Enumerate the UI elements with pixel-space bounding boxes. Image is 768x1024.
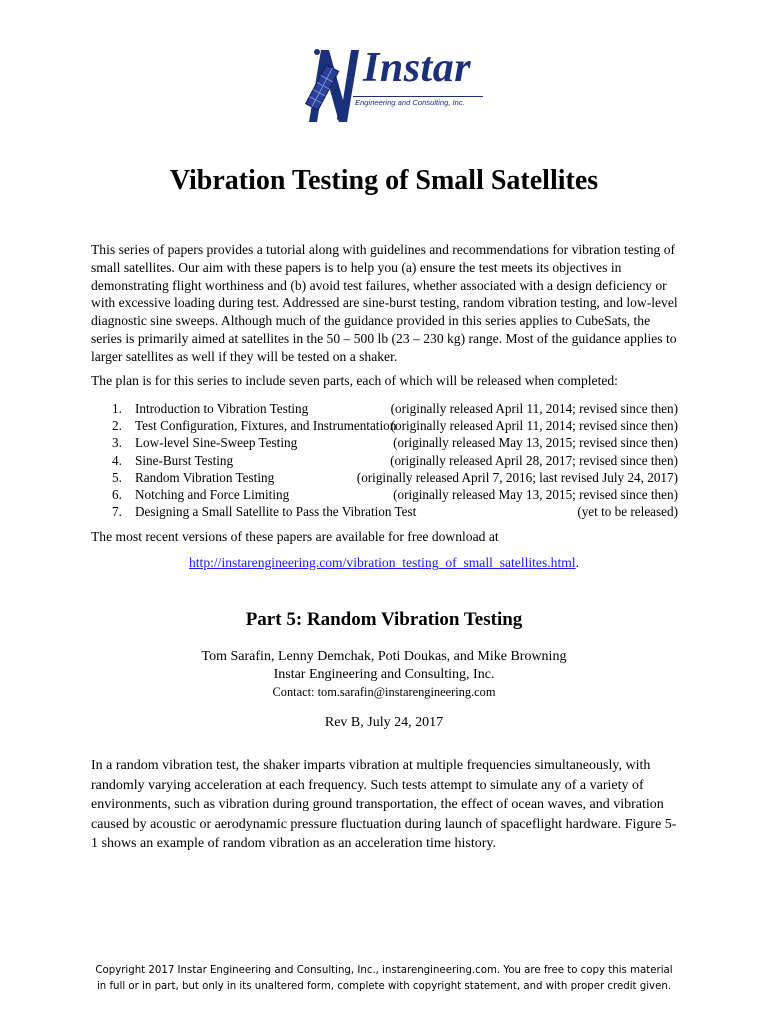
part-number: 7. bbox=[112, 504, 122, 520]
part-number: 5. bbox=[112, 469, 122, 485]
parts-list bbox=[112, 400, 678, 520]
footer-line-2: in full or in part, but only in its unaltered form, complete with copyright statement, and with proper credit given. bbox=[96, 981, 672, 992]
revision-date: Rev B, July 24, 2017 bbox=[324, 715, 444, 730]
plan-paragraph: The plan is for this series to include seven parts, each of which will be released when completed: bbox=[91, 373, 618, 388]
part-name: Random Vibration Testing bbox=[135, 469, 275, 485]
part-name: Introduction to Vibration Testing bbox=[135, 401, 309, 416]
part-number: 3. bbox=[112, 435, 122, 451]
part-name: Notching and Force Limiting bbox=[135, 486, 290, 502]
list-item bbox=[112, 503, 678, 520]
list-item bbox=[112, 452, 678, 469]
part-status: (originally released April 11, 2014; revised since then) bbox=[390, 418, 678, 434]
part-status: (originally released May 13, 2015; revised since then) bbox=[393, 486, 678, 502]
logo-wordmark: Instar bbox=[363, 45, 472, 91]
part-name: Sine-Burst Testing bbox=[135, 452, 234, 468]
part-name: Test Configuration, Fixtures, and Instrumentation bbox=[135, 418, 397, 434]
part-name: Low-level Sine-Sweep Testing bbox=[135, 435, 298, 451]
part-number: 2. bbox=[112, 418, 122, 434]
logo-rule bbox=[353, 96, 483, 97]
part-number: 6. bbox=[112, 486, 122, 502]
download-link[interactable]: http://instarengineering.com/vibration_testing_of_small_satellites.html bbox=[188, 555, 576, 570]
document-title: Vibration Testing of Small Satellites bbox=[169, 165, 599, 196]
download-link-line bbox=[0, 555, 768, 571]
part-number: 4. bbox=[112, 452, 122, 468]
instar-logo bbox=[295, 40, 485, 126]
organization: Instar Engineering and Consulting, Inc. bbox=[273, 667, 495, 682]
part-number: 1. bbox=[112, 401, 122, 416]
part-status: (yet to be released) bbox=[577, 504, 678, 520]
copyright-footer bbox=[86, 963, 682, 995]
list-item bbox=[112, 434, 678, 451]
list-item bbox=[112, 486, 678, 503]
part-status: (originally released April 11, 2014; revised since then) bbox=[390, 401, 678, 416]
intro-paragraph: This series of papers provides a tutorial along with guidelines and recommendations for vibration testing of small satellites. Our aim with these papers is to help you (a) ensure the test meets its objectives in demonstrating flight worthiness and (b) avoid test failures, whether associated with a design deficiency or with excessive loading during test. Addressed are sine-burst testing, random vibration testing, and low-level diagnostic sine sweeps. Although much of the guidance provided in this series applies to CubeSats, the series is primarily aimed at satellites in the 50 – 500 lb (23 – 230 kg) range. Most of the guidance applies to larger satellites as well if they will be tested on a shaker. bbox=[91, 242, 678, 364]
part-status: (originally released May 13, 2015; revised since then) bbox=[393, 435, 678, 451]
authors: Tom Sarafin, Lenny Demchak, Poti Doukas, and Mike Browning bbox=[201, 649, 567, 664]
list-item bbox=[112, 417, 678, 434]
part-status: (originally released April 28, 2017; revised since then) bbox=[390, 452, 678, 468]
part-status: (originally released April 7, 2016; last revised July 24, 2017) bbox=[356, 469, 678, 485]
body-paragraph: In a random vibration test, the shaker imparts vibration at multiple frequencies simultaneously, with randomly varying acceleration at each frequency. Such tests attempt to simulate any of a variety of environments, such as vibration during ground transportation, the effect of ocean waves, and vibration caused by acoustic or aerodynamic pressure fluctuation during launch of spaceflight hardware. Figure 5-1 shows an example of random vibration as an acceleration time history. bbox=[91, 758, 677, 852]
footer-line-1: Copyright 2017 Instar Engineering and Consulting, Inc., instarengineering.com. You are free to copy this material bbox=[95, 965, 673, 976]
logo-tagline: Engineering and Consulting, Inc. bbox=[355, 98, 465, 107]
download-note: The most recent versions of these papers are available for free download at bbox=[91, 529, 499, 544]
part-heading: Part 5: Random Vibration Testing bbox=[245, 609, 523, 630]
contact-email: Contact: tom.sarafin@instarengineering.com bbox=[272, 685, 496, 699]
part-name: Designing a Small Satellite to Pass the Vibration Test bbox=[135, 504, 417, 520]
list-item bbox=[112, 400, 678, 417]
link-period: . bbox=[575, 555, 579, 570]
list-item bbox=[112, 469, 678, 486]
